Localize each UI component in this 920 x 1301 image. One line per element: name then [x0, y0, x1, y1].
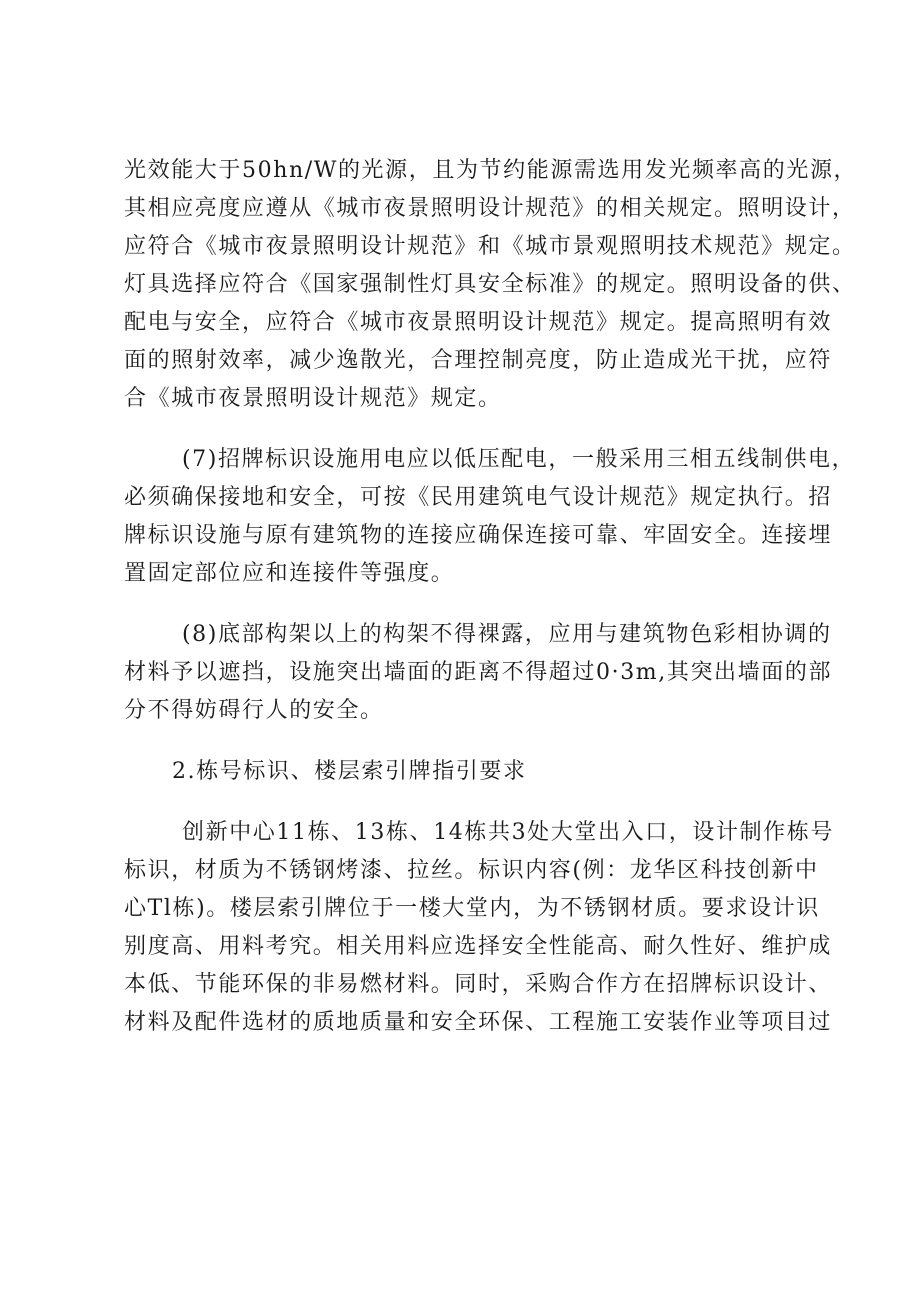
text-line: 应符合《城市夜景照明设计规范》和《城市景观照明技术规范》规定。 [124, 234, 856, 259]
paragraph-item-7 [124, 441, 856, 593]
text-line: 别度高、用料考究。相关用料应选择安全性能高、耐久性好、维护成 [124, 934, 833, 959]
text-line: 必须确保接地和安全，可按《民用建筑电气设计规范》规定执行。招 [124, 485, 833, 510]
text-line: 牌标识设施与原有建筑物的连接应确保连接可靠、牢固安全。连接埋 [124, 523, 833, 548]
text-line: (8)底部构架以上的构架不得裸露，应用与建筑物色彩相协调的 [182, 622, 832, 647]
text-line: 面的照射效率，减少逸散光，合理控制亮度，防止造成光干扰，应符 [124, 348, 833, 373]
paragraph-gap [124, 791, 824, 814]
text-line: 材料予以遮挡，设施突出墙面的距离不得超过0·3m,其突出墙面的部 [124, 660, 833, 685]
text-line: 其相应亮度应遵从《城市夜景照明设计规范》的相关规定。照明设计， [124, 196, 856, 221]
text-line: (7)招牌标识设施用电应以低压配电，一般采用三相五线制供电， [182, 447, 856, 472]
document-page [124, 152, 858, 1042]
text-line: 心Tl栋)。楼层索引牌位于一楼大堂内，为不锈钢材质。要求设计识 [124, 896, 820, 921]
text-line: 材料及配件选材的质地质量和安全环保、工程施工安装作业等项目过 [124, 1010, 833, 1035]
text-line: 分不得妨碍行人的安全。 [124, 698, 384, 723]
paragraph-gap [124, 418, 824, 441]
text-line: 配电与安全，应符合《城市夜景照明设计规范》规定。提高照明有效 [124, 310, 833, 335]
text-line: 本低、节能环保的非易燃材料。同时，采购合作方在招牌标识设计、 [124, 972, 833, 997]
paragraph-gap [124, 593, 824, 616]
text-line: 创新中心11栋、13栋、14栋共3处大堂出入口，设计制作栋号 [182, 820, 834, 845]
heading-text: 2.栋号标识、楼层索引牌指引要求 [172, 759, 527, 784]
paragraph-item-8 [124, 616, 833, 730]
text-line: 置固定部位应和连接件等强度。 [124, 561, 455, 586]
text-line: 光效能大于50hn/W的光源，且为节约能源需选用发光频率高的光源， [124, 158, 858, 183]
section-heading [124, 753, 824, 791]
text-line: 标识，材质为不锈钢烤漆、拉丝。标识内容(例：龙华区科技创新中 [124, 858, 819, 883]
paragraph-lighting-standards [124, 152, 858, 418]
text-line: 灯具选择应符合《国家强制性灯具安全标准》的规定。照明设备的供、 [124, 272, 856, 297]
paragraph-gap [124, 730, 824, 753]
paragraph-building-signage [124, 814, 834, 1042]
text-line: 合《城市夜景照明设计规范》规定。 [124, 386, 502, 411]
